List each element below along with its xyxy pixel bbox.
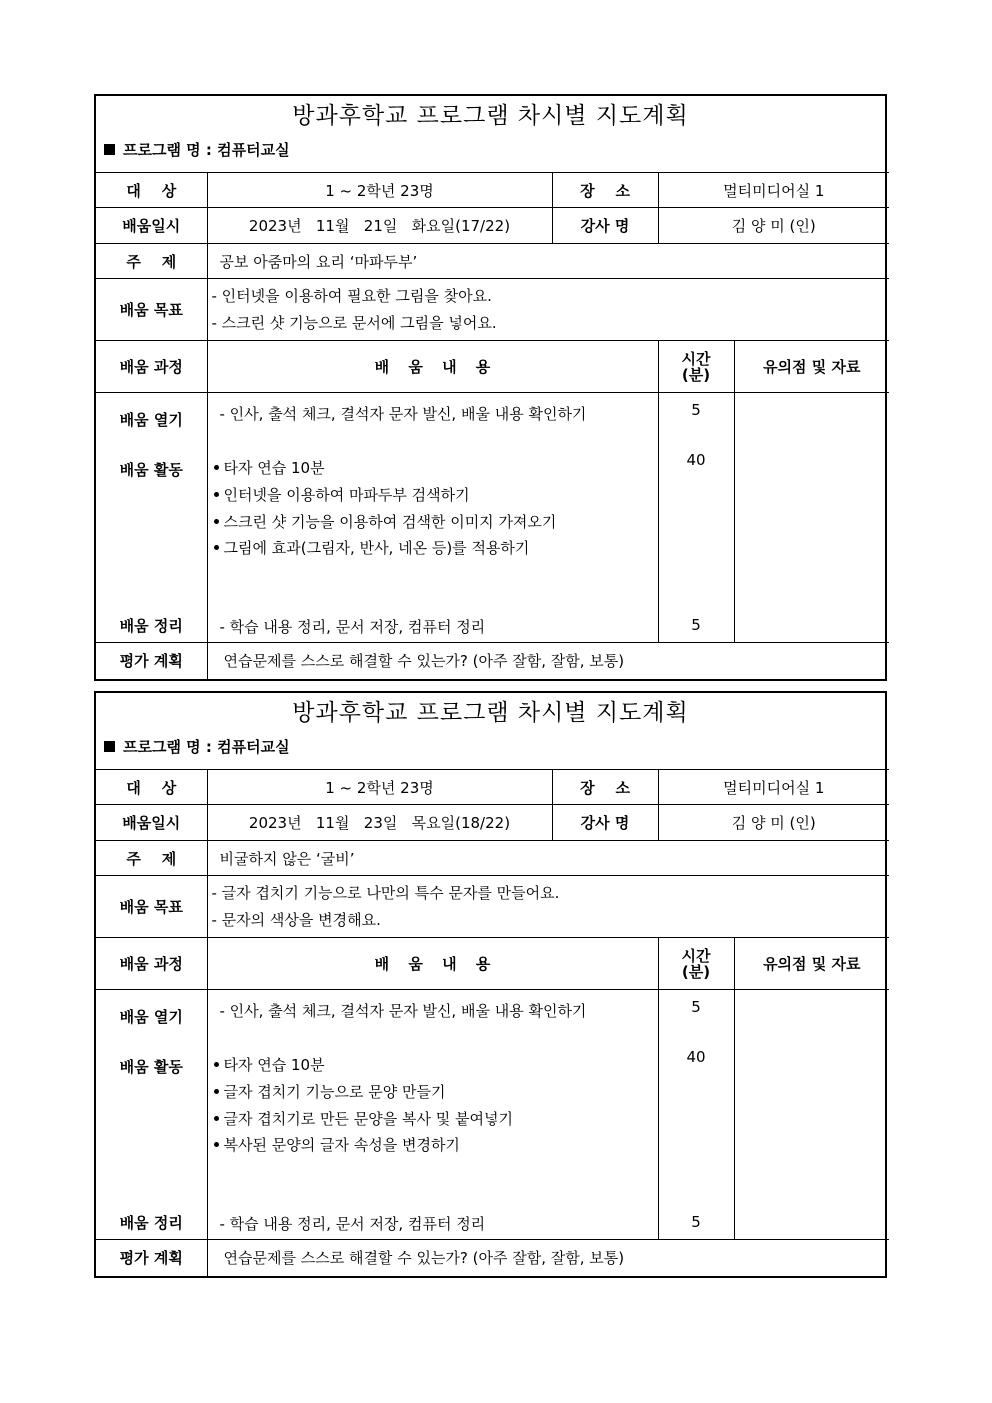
- goal-row: [96, 279, 889, 341]
- goal-item: - 스크린 샷 기능으로 문서에 그림을 넣어요.: [211, 313, 497, 332]
- goal-label: 배움 목표: [96, 279, 207, 341]
- place-value: 멀티미디어실 1: [658, 770, 889, 805]
- activity-item: 복사된 문양의 글자 속성을 변경하기: [214, 1134, 460, 1155]
- goal-list: [207, 279, 889, 341]
- close-label: 배움 정리: [119, 1214, 183, 1232]
- close-content: - 학습 내용 정리, 문서 저장, 컴퓨터 정리: [219, 1215, 486, 1233]
- activity-item: 글자 겹치기 기능으로 문양 만들기: [214, 1081, 446, 1102]
- date-value: 2023년 11월 23일 목요일(18/22): [207, 805, 552, 841]
- content-header: 배 움 내 용: [207, 341, 658, 393]
- topic-value: 비굴하지 않은 ‘굴비’: [207, 841, 889, 876]
- bullet-icon: [214, 1089, 219, 1094]
- teacher-value: 김 양 미 (인): [658, 805, 889, 841]
- lesson-plan-1: [94, 94, 887, 681]
- goal-label: 배움 목표: [96, 876, 207, 938]
- activity-time: 40: [686, 1048, 706, 1066]
- activity-item: 그림에 효과(그림자, 반사, 네온 등)를 적용하기: [214, 537, 530, 558]
- process-times: [658, 393, 734, 643]
- place-label: 장 소: [552, 770, 658, 805]
- place-label: 장 소: [552, 173, 658, 208]
- topic-row: [96, 841, 889, 876]
- process-content: [207, 990, 658, 1240]
- date-value: 2023년 11월 21일 화요일(17/22): [207, 208, 552, 244]
- topic-label: 주 제: [96, 244, 207, 279]
- close-label: 배움 정리: [119, 617, 183, 635]
- goal-item: - 글자 겹치기 기능으로 나만의 특수 문자를 만들어요.: [211, 883, 560, 902]
- date-row: [96, 208, 889, 244]
- close-content: - 학습 내용 정리, 문서 저장, 컴퓨터 정리: [219, 618, 486, 636]
- process-header-row: [96, 938, 889, 990]
- target-label: 대 상: [96, 173, 207, 208]
- program-name-text: 프로그램 명 : 컴퓨터교실: [123, 141, 290, 159]
- open-time: 5: [691, 998, 701, 1016]
- bullet-icon: [214, 1142, 219, 1147]
- eval-row: [96, 643, 889, 679]
- process-stage-labels: [96, 393, 207, 643]
- topic-label: 주 제: [96, 841, 207, 876]
- bullet-icon: [214, 1062, 219, 1067]
- program-name-text: 프로그램 명 : 컴퓨터교실: [123, 738, 290, 756]
- notes-cell: [734, 990, 889, 1240]
- open-label: 배움 열기: [119, 1008, 183, 1026]
- topic-value: 공보 아줌마의 요리 ‘마파두부’: [207, 244, 889, 279]
- program-name: [96, 733, 885, 769]
- teacher-value: 김 양 미 (인): [658, 208, 889, 244]
- activity-label: 배움 활동: [119, 1058, 183, 1076]
- plan-table: [96, 769, 889, 1276]
- lesson-plan-2: [94, 691, 887, 1278]
- close-time: 5: [691, 1213, 701, 1231]
- teacher-label: 강사 명: [552, 208, 658, 244]
- notes-header: 유의점 및 자료: [734, 341, 889, 393]
- process-content: [207, 393, 658, 643]
- bullet-icon: [214, 492, 219, 497]
- target-value: 1 ~ 2학년 23명: [207, 770, 552, 805]
- teacher-label: 강사 명: [552, 805, 658, 841]
- target-row: [96, 770, 889, 805]
- process-header: 배움 과정: [96, 938, 207, 990]
- goal-list: [207, 876, 889, 938]
- goal-item: - 문자의 색상을 변경해요.: [211, 910, 381, 929]
- date-label: 배움일시: [96, 805, 207, 841]
- process-header-row: [96, 341, 889, 393]
- process-body-row: [96, 990, 889, 1240]
- square-bullet-icon: [104, 144, 115, 155]
- activity-item: 타자 연습 10분: [214, 1054, 325, 1075]
- eval-value: 연습문제를 스스로 해결할 수 있는가? (아주 잘함, 잘함, 보통): [207, 643, 889, 679]
- eval-row: [96, 1240, 889, 1276]
- activity-item: 인터넷을 이용하여 마파두부 검색하기: [214, 484, 470, 505]
- plan-table: [96, 172, 889, 679]
- bullet-icon: [214, 1116, 219, 1121]
- square-bullet-icon: [104, 741, 115, 752]
- date-label: 배움일시: [96, 208, 207, 244]
- time-header: 시간 (분): [658, 938, 734, 990]
- topic-row: [96, 244, 889, 279]
- activity-label: 배움 활동: [119, 461, 183, 479]
- open-content: - 인사, 출석 체크, 결석자 문자 발신, 배울 내용 확인하기: [219, 1002, 587, 1020]
- bullet-icon: [214, 519, 219, 524]
- bullet-icon: [214, 465, 219, 470]
- content-header: 배 움 내 용: [207, 938, 658, 990]
- time-header: 시간 (분): [658, 341, 734, 393]
- close-time: 5: [691, 616, 701, 634]
- process-header: 배움 과정: [96, 341, 207, 393]
- date-row: [96, 805, 889, 841]
- eval-value: 연습문제를 스스로 해결할 수 있는가? (아주 잘함, 잘함, 보통): [207, 1240, 889, 1276]
- process-times: [658, 990, 734, 1240]
- eval-label: 평가 계획: [96, 643, 207, 679]
- bullet-icon: [214, 545, 219, 550]
- eval-label: 평가 계획: [96, 1240, 207, 1276]
- place-value: 멀티미디어실 1: [658, 173, 889, 208]
- plan-title: 방과후학교 프로그램 차시별 지도계획: [292, 700, 689, 726]
- target-row: [96, 173, 889, 208]
- target-label: 대 상: [96, 770, 207, 805]
- process-stage-labels: [96, 990, 207, 1240]
- plan-title: 방과후학교 프로그램 차시별 지도계획: [292, 103, 689, 129]
- activity-item: 타자 연습 10분: [214, 457, 325, 478]
- goal-row: [96, 876, 889, 938]
- goal-item: - 인터넷을 이용하여 필요한 그림을 찾아요.: [211, 286, 492, 305]
- open-label: 배움 열기: [119, 411, 183, 429]
- activity-item: 스크린 샷 기능을 이용하여 검색한 이미지 가져오기: [214, 511, 557, 532]
- open-content: - 인사, 출석 체크, 결석자 문자 발신, 배울 내용 확인하기: [219, 405, 587, 423]
- notes-cell: [734, 393, 889, 643]
- notes-header: 유의점 및 자료: [734, 938, 889, 990]
- program-name: [96, 136, 885, 172]
- activity-item: 글자 겹치기로 만든 문양을 복사 및 붙여넣기: [214, 1108, 513, 1129]
- process-body-row: [96, 393, 889, 643]
- target-value: 1 ~ 2학년 23명: [207, 173, 552, 208]
- open-time: 5: [691, 401, 701, 419]
- activity-time: 40: [686, 451, 706, 469]
